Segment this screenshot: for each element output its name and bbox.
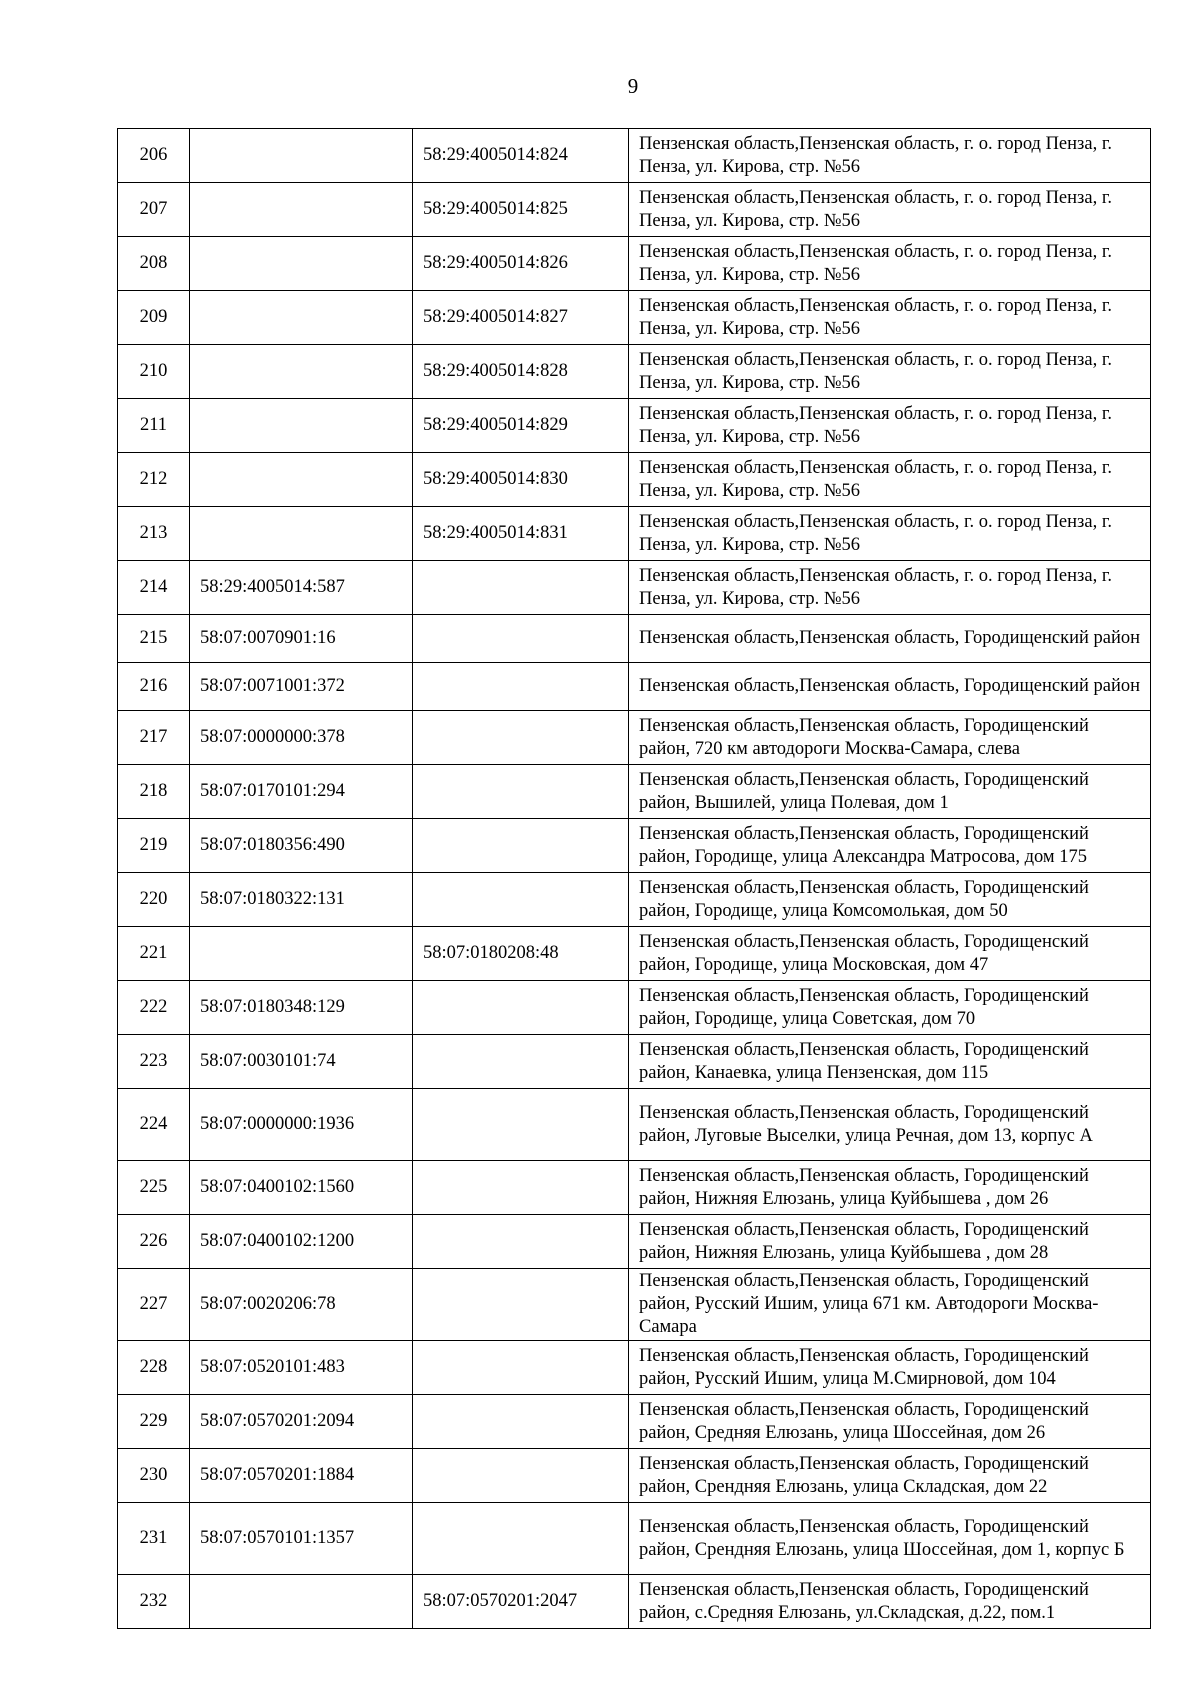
row-number-cell: 212 [118, 453, 190, 507]
table-row [118, 1269, 1151, 1341]
address-cell: Пензенская область,Пензенская область, Городищенский район, Городище, улица Александра Матросова, дом 175 [629, 819, 1151, 873]
land-cadastral-number-cell: 58:07:0030101:74 [190, 1035, 413, 1089]
row-number-cell: 217 [118, 711, 190, 765]
table-row [118, 711, 1151, 765]
row-number-cell: 228 [118, 1341, 190, 1395]
row-number-cell: 218 [118, 765, 190, 819]
land-cadastral-number-cell [190, 183, 413, 237]
table-row [118, 615, 1151, 663]
table-row [118, 873, 1151, 927]
row-number-cell: 226 [118, 1215, 190, 1269]
table-row [118, 819, 1151, 873]
table-row [118, 981, 1151, 1035]
land-cadastral-number-cell [190, 129, 413, 183]
land-cadastral-number-cell: 58:07:0070901:16 [190, 615, 413, 663]
building-cadastral-number-cell [413, 819, 629, 873]
land-cadastral-number-cell: 58:07:0000000:1936 [190, 1089, 413, 1161]
address-cell: Пензенская область,Пензенская область, г. о. город Пенза, г. Пенза, ул. Кирова, стр. №56 [629, 453, 1151, 507]
address-cell: Пензенская область,Пензенская область, Городищенский район, Срендняя Елюзань, улица Складская, дом 22 [629, 1449, 1151, 1503]
building-cadastral-number-cell: 58:29:4005014:829 [413, 399, 629, 453]
address-cell: Пензенская область,Пензенская область, Городищенский район, Нижняя Елюзань, улица Куйбышева , дом 26 [629, 1161, 1151, 1215]
address-cell: Пензенская область,Пензенская область, г. о. город Пенза, г. Пенза, ул. Кирова, стр. №56 [629, 129, 1151, 183]
land-cadastral-number-cell: 58:07:0520101:483 [190, 1341, 413, 1395]
building-cadastral-number-cell [413, 1341, 629, 1395]
row-number-cell: 211 [118, 399, 190, 453]
land-cadastral-number-cell [190, 927, 413, 981]
address-cell: Пензенская область,Пензенская область, Городищенский район, Нижняя Елюзань, улица Куйбышева , дом 28 [629, 1215, 1151, 1269]
land-cadastral-number-cell [190, 453, 413, 507]
row-number-cell: 213 [118, 507, 190, 561]
table-row [118, 453, 1151, 507]
table-row [118, 291, 1151, 345]
table-row [118, 1395, 1151, 1449]
table-row [118, 561, 1151, 615]
row-number-cell: 221 [118, 927, 190, 981]
table-row [118, 237, 1151, 291]
land-cadastral-number-cell: 58:07:0400102:1560 [190, 1161, 413, 1215]
address-cell: Пензенская область,Пензенская область, г. о. город Пенза, г. Пенза, ул. Кирова, стр. №56 [629, 183, 1151, 237]
land-cadastral-number-cell: 58:07:0570101:1357 [190, 1503, 413, 1575]
building-cadastral-number-cell: 58:29:4005014:828 [413, 345, 629, 399]
table-row [118, 1575, 1151, 1629]
row-number-cell: 225 [118, 1161, 190, 1215]
address-cell: Пензенская область,Пензенская область, Городищенский район, Луговые Выселки, улица Речная, дом 13, корпус А [629, 1089, 1151, 1161]
building-cadastral-number-cell [413, 981, 629, 1035]
registry-table [117, 128, 1151, 1629]
land-cadastral-number-cell [190, 345, 413, 399]
land-cadastral-number-cell: 58:07:0400102:1200 [190, 1215, 413, 1269]
row-number-cell: 216 [118, 663, 190, 711]
land-cadastral-number-cell: 58:07:0180348:129 [190, 981, 413, 1035]
building-cadastral-number-cell: 58:29:4005014:831 [413, 507, 629, 561]
building-cadastral-number-cell [413, 765, 629, 819]
row-number-cell: 230 [118, 1449, 190, 1503]
address-cell: Пензенская область,Пензенская область, Городищенский район, с.Средняя Елюзань, ул.Складская, д.22, пом.1 [629, 1575, 1151, 1629]
building-cadastral-number-cell [413, 1395, 629, 1449]
table-row [118, 927, 1151, 981]
land-cadastral-number-cell [190, 237, 413, 291]
address-cell: Пензенская область,Пензенская область, Городищенский район, Городище, улица Московская, дом 47 [629, 927, 1151, 981]
row-number-cell: 232 [118, 1575, 190, 1629]
table-row [118, 765, 1151, 819]
row-number-cell: 231 [118, 1503, 190, 1575]
row-number-cell: 207 [118, 183, 190, 237]
land-cadastral-number-cell: 58:07:0570201:2094 [190, 1395, 413, 1449]
row-number-cell: 210 [118, 345, 190, 399]
table-row [118, 1089, 1151, 1161]
address-cell: Пензенская область,Пензенская область, Городищенский район, Городище, улица Комсомолькая, дом 50 [629, 873, 1151, 927]
building-cadastral-number-cell [413, 1449, 629, 1503]
row-number-cell: 227 [118, 1269, 190, 1341]
registry-table-body [118, 129, 1151, 1629]
land-cadastral-number-cell: 58:07:0170101:294 [190, 765, 413, 819]
address-cell: Пензенская область,Пензенская область, Городищенский район, Русский Ишим, улица 671 км. Автодороги Москва-Самара [629, 1269, 1151, 1341]
address-cell: Пензенская область,Пензенская область, Городищенский район [629, 663, 1151, 711]
table-row [118, 1035, 1151, 1089]
land-cadastral-number-cell: 58:07:0000000:378 [190, 711, 413, 765]
address-cell: Пензенская область,Пензенская область, г. о. город Пенза, г. Пенза, ул. Кирова, стр. №56 [629, 561, 1151, 615]
building-cadastral-number-cell [413, 1215, 629, 1269]
land-cadastral-number-cell: 58:29:4005014:587 [190, 561, 413, 615]
address-cell: Пензенская область,Пензенская область, г. о. город Пенза, г. Пенза, ул. Кирова, стр. №56 [629, 237, 1151, 291]
row-number-cell: 206 [118, 129, 190, 183]
building-cadastral-number-cell: 58:29:4005014:825 [413, 183, 629, 237]
building-cadastral-number-cell [413, 1269, 629, 1341]
address-cell: Пензенская область,Пензенская область, г. о. город Пенза, г. Пенза, ул. Кирова, стр. №56 [629, 507, 1151, 561]
building-cadastral-number-cell: 58:29:4005014:824 [413, 129, 629, 183]
table-row [118, 1215, 1151, 1269]
table-row [118, 507, 1151, 561]
building-cadastral-number-cell: 58:29:4005014:827 [413, 291, 629, 345]
table-row [118, 399, 1151, 453]
address-cell: Пензенская область,Пензенская область, Городищенский район, 720 км автодороги Москва-Самара, слева [629, 711, 1151, 765]
table-row [118, 1503, 1151, 1575]
address-cell: Пензенская область,Пензенская область, Городищенский район, Канаевка, улица Пензенская, дом 115 [629, 1035, 1151, 1089]
building-cadastral-number-cell [413, 1035, 629, 1089]
table-row [118, 663, 1151, 711]
building-cadastral-number-cell [413, 561, 629, 615]
land-cadastral-number-cell: 58:07:0071001:372 [190, 663, 413, 711]
row-number-cell: 220 [118, 873, 190, 927]
land-cadastral-number-cell: 58:07:0180322:131 [190, 873, 413, 927]
building-cadastral-number-cell: 58:07:0570201:2047 [413, 1575, 629, 1629]
building-cadastral-number-cell: 58:29:4005014:826 [413, 237, 629, 291]
land-cadastral-number-cell: 58:07:0570201:1884 [190, 1449, 413, 1503]
land-cadastral-number-cell [190, 507, 413, 561]
row-number-cell: 229 [118, 1395, 190, 1449]
row-number-cell: 223 [118, 1035, 190, 1089]
building-cadastral-number-cell [413, 1089, 629, 1161]
building-cadastral-number-cell: 58:07:0180208:48 [413, 927, 629, 981]
table-row [118, 1449, 1151, 1503]
building-cadastral-number-cell [413, 873, 629, 927]
address-cell: Пензенская область,Пензенская область, Городищенский район, Средняя Елюзань, улица Шоссейная, дом 26 [629, 1395, 1151, 1449]
address-cell: Пензенская область,Пензенская область, Городищенский район, Русский Ишим, улица М.Смирновой, дом 104 [629, 1341, 1151, 1395]
row-number-cell: 224 [118, 1089, 190, 1161]
row-number-cell: 215 [118, 615, 190, 663]
table-row [118, 129, 1151, 183]
building-cadastral-number-cell [413, 711, 629, 765]
table-row [118, 1161, 1151, 1215]
table-row [118, 1341, 1151, 1395]
address-cell: Пензенская область,Пензенская область, г. о. город Пенза, г. Пенза, ул. Кирова, стр. №56 [629, 399, 1151, 453]
row-number-cell: 214 [118, 561, 190, 615]
page-number: 9 [627, 74, 639, 98]
land-cadastral-number-cell [190, 291, 413, 345]
address-cell: Пензенская область,Пензенская область, г. о. город Пенза, г. Пенза, ул. Кирова, стр. №56 [629, 345, 1151, 399]
table-row [118, 345, 1151, 399]
row-number-cell: 219 [118, 819, 190, 873]
building-cadastral-number-cell [413, 615, 629, 663]
land-cadastral-number-cell: 58:07:0180356:490 [190, 819, 413, 873]
address-cell: Пензенская область,Пензенская область, Городищенский район, Срендняя Елюзань, улица Шоссейная, дом 1, корпус Б [629, 1503, 1151, 1575]
address-cell: Пензенская область,Пензенская область, Городищенский район, Вышилей, улица Полевая, дом 1 [629, 765, 1151, 819]
building-cadastral-number-cell [413, 1503, 629, 1575]
row-number-cell: 208 [118, 237, 190, 291]
address-cell: Пензенская область,Пензенская область, Городищенский район, Городище, улица Советская, дом 70 [629, 981, 1151, 1035]
building-cadastral-number-cell [413, 663, 629, 711]
table-row [118, 183, 1151, 237]
address-cell: Пензенская область,Пензенская область, г. о. город Пенза, г. Пенза, ул. Кирова, стр. №56 [629, 291, 1151, 345]
row-number-cell: 222 [118, 981, 190, 1035]
land-cadastral-number-cell [190, 399, 413, 453]
land-cadastral-number-cell: 58:07:0020206:78 [190, 1269, 413, 1341]
building-cadastral-number-cell [413, 1161, 629, 1215]
row-number-cell: 209 [118, 291, 190, 345]
building-cadastral-number-cell: 58:29:4005014:830 [413, 453, 629, 507]
address-cell: Пензенская область,Пензенская область, Городищенский район [629, 615, 1151, 663]
land-cadastral-number-cell [190, 1575, 413, 1629]
